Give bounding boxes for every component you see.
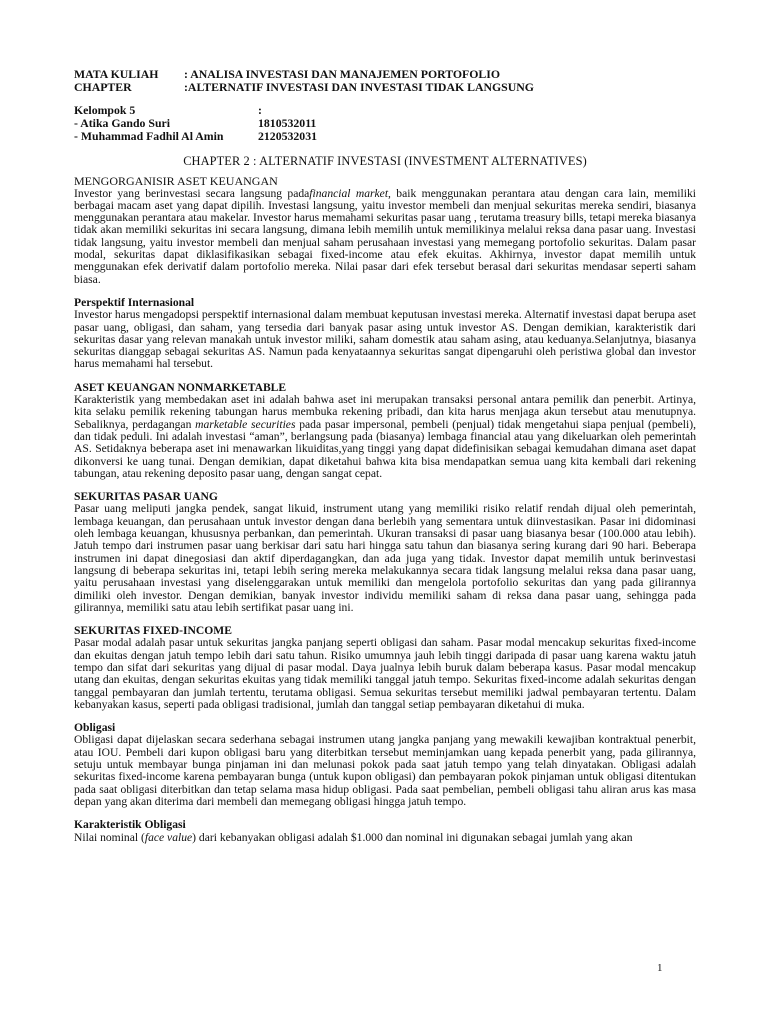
section-paragraph: Karakteristik yang membedakan aset ini adalah bahwa aset ini merupakan transaksi personal antara pemilik dan penerbit. Artinya, kita selaku pemilik rekening tabungan harus membuka rekening pribadi, dan kita harus menjaga akun tersebut atau menutupnya. Sebaliknya, perdagangan marketable securities pada pasar impersonal, pembeli (penjual) tidak mengetahui siapa penjual (pembeli), dan tidak peduli. Ini adalah investasi “aman”, berlangsung pada (biasanya) lembaga financial atau yang dikeluarkan oleh pemerintah AS. Setidaknya beberapa aset ini menawarkan likuiditas,yang tinggi yang dapat didefinisikan sebagai kemudahan dimana aset dapat dikonversi ke uang tunai. Dengan demikian, dapat diketahui bahwa kita bisa mendapatkan semua uang kita kembali dari rekening tabungan, atau rekening deposito pasar uang, dengan sangat cepat.: [74, 393, 696, 480]
course-value: : ANALISA INVESTASI DAN MANAJEMEN PORTOFOLIO: [184, 67, 501, 81]
section-paragraph: Nilai nominal (face value) dari kebanyakan obligasi adalah $1.000 dan nominal ini digunakan sebagai jumlah yang akan: [74, 830, 633, 844]
chapter-value: :ALTERNATIF INVESTASI DAN INVESTASI TIDAK LANGSUNG: [184, 80, 534, 94]
document-page: [74, 68, 696, 844]
member-name: - Atika Gando Suri: [74, 116, 171, 130]
group-label: Kelompok 5: [74, 103, 136, 117]
section-paragraph: Obligasi dapat dijelaskan secara sederhana sebagai instrumen utang jangka panjang yang mewakili kewajiban kontraktual penerbit, atau IOU. Pembeli dari kupon obligasi baru yang diterbitkan tersebut meminjamkan uang kepada penerbit yang, pada gilirannya, setuju untuk membayar bunga pinjaman ini dan melunasi pokok pada saat jatuh tempo yang telah dinyatakan. Obligasi adalah sekuritas fixed-income karena pembayaran bunga (untuk kupon obligasi) dan pembayaran pokok pinjaman untuk obligasi ditentukan pada saat obligasi diterbitkan dan tetap selama masa hidup obligasi. Pada saat pembelian, pembeli obligasi tahu aliran arus kas masa depan yang akan diterima dari membeli dan memegang obligasi hingga jatuh tempo.: [74, 733, 696, 808]
italic-term: face value: [144, 830, 193, 844]
section-heading: SEKURITAS PASAR UANG: [74, 490, 218, 504]
section-heading: Perspektif Internasional: [74, 295, 195, 309]
page-number: 1: [657, 962, 663, 974]
chapter-title: CHAPTER 2 : ALTERNATIF INVESTASI (INVESTMENT ALTERNATIVES): [183, 154, 587, 168]
chapter-label: CHAPTER: [74, 80, 132, 94]
member-id: 1810532011: [258, 116, 317, 130]
member-name: - Muhammad Fadhil Al Amin: [74, 129, 224, 143]
section-heading: Karakteristik Obligasi: [74, 818, 186, 832]
member-id: 2120532031: [258, 129, 317, 143]
italic-term: financial market: [309, 186, 389, 200]
member-row: [74, 130, 696, 143]
section-paragraph: Pasar uang meliputi jangka pendek, sangat likuid, instrument utang yang memiliki risiko relatif rendah dijual oleh pemerintah, lembaga keuangan, dan perusahaan untuk investor dengan dana berlebih yang sementara untuk diinvestasikan. Pasar ini didominasi oleh lembaga keuangan, khususnya perbankan, dan pemerintah. Ukuran transaksi di pasar uang biasanya besar (100.000 atau lebih). Jatuh tempo dari instrumen pasar uang berkisar dari satu hari hingga satu tahun dan biasanya sering kurang dari 90 hari. Beberapa instrumen ini dapat dinegosiasi dan aktif diperdagangkan, dan ada juga yang tidak. Investor dapat memilih untuk berinvestasi langsung di beberapa sekuritas ini, tetapi lebih sering mereka melakukannya secara tidak langsung melalui reksa dana pasar uang, yaitu perusahaan investasi yang diselenggarakan untuk memiliki dan mengelola portofolio sekuritas dan yang pada gilirannya dimiliki oleh investor. Dengan demikian, banyak investor individu memiliki saham di reksa dana pasar uang, sehingga pada gilirannya, memiliki satu atau lebih sertifikat pasar uang ini.: [74, 502, 696, 614]
italic-term: marketable securities: [195, 417, 296, 431]
section-heading: Obligasi: [74, 721, 116, 735]
chapter-row: [74, 81, 696, 94]
section-paragraph: Investor yang berinvestasi secara langsung padafinancial market, baik menggunakan perantara atau dengan cara lain, memiliki berbagai macam aset yang dapat dipilih. Investasi langsung, yaitu investor membeli dan menjual sekuritas mereka sendiri, biasanya menggunakan perantara atau makelar. Investor harus memahami sekuritas pasar uang , terutama treasury bills, tetapi mereka biasanya tidak akan memiliki sekuritas ini secara langsung, dimana lebih memilih untuk memilikinya melalui reksa dana pasar uang. Investasi tidak langsung, yaitu investor membeli dan menjual saham perusahaan investasi yang memegang portofolio sekuritas. Dalam pasar modal, sekuritas dapat diklasifikasikan sebagai fixed-income atau efek ekuitas. Akhirnya, investor dapat memilih untuk menggunakan efek derivatif dalam portofolio mereka. Nilai pasar dari efek tersebut berasal dari sekuritas mendasar seperti saham biasa.: [74, 186, 696, 286]
section-paragraph: Investor harus mengadopsi perspektif internasional dalam membuat keputusan investasi mereka. Alternatif investasi dapat berupa aset pasar uang, obligasi, dan saham, yang tersedia dari banyak pasar asing untuk investor AS. Dengan demikian, karakteristik dari sekuritas dasar yang relevan manakah untuk investor miliki, saham domestik atau saham asing, atau keduanya.Selanjutnya, biasanya sekuritas dianggap sebagai sekuritas AS. Namun pada kenyataannya sekuritas sangat dipengaruhi oleh peristiwa global dan investor harus memahami hal tersebut.: [74, 308, 696, 371]
section-paragraph: Pasar modal adalah pasar untuk sekuritas jangka panjang seperti obligasi dan saham. Pasar modal mencakup sekuritas fixed-income dan ekuitas dengan jatuh tempo lebih dari satu tahun. Risiko umumnya jauh lebih tinggi daripada di pasar uang karena waktu jatuh tempo dan sifat dari sekuritas yang dijual di pasar modal. Daya jualnya lebih buruk dalam beberapa kasus. Pasar modal mencakup utang dan ekuitas, dengan sekuritas ekuitas yang tidak memiliki tanggal jatuh tempo. Sekuritas fixed-income adalah sekuritas dengan tanggal pembayaran dan jumlah tertentu, terutama obligasi. Semua sekuritas tersebut memiliki jadwal pembayaran tertentu. Dalam kebanyakan kasus, seperti pada obligasi tradisional, jumlah dan tanggal setiap pembayaran diketahui di muka.: [74, 636, 696, 711]
section-heading: MENGORGANISIR ASET KEUANGAN: [74, 174, 278, 189]
section-heading: ASET KEUANGAN NONMARKETABLE: [74, 380, 287, 394]
course-label: MATA KULIAH: [74, 67, 159, 81]
section-heading: SEKURITAS FIXED-INCOME: [74, 624, 232, 638]
group-colon: :: [258, 103, 262, 117]
